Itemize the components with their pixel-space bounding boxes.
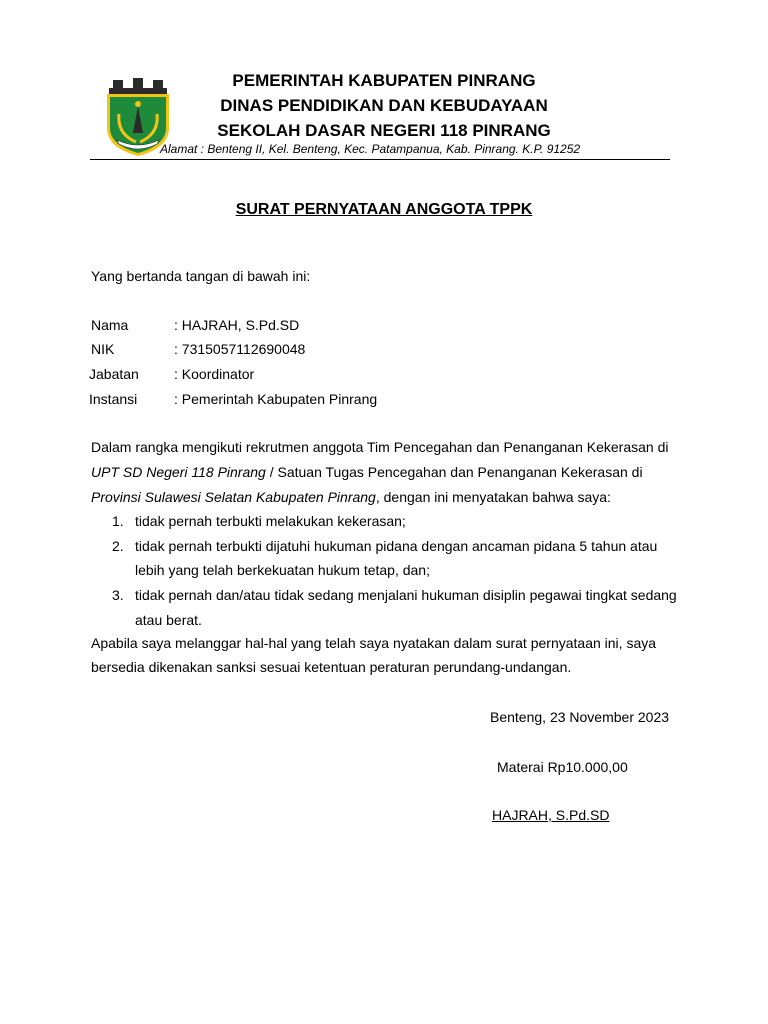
body-line-2-rest: / Satuan Tugas Pencegahan dan Penanganan Kekerasan di [265, 464, 643, 480]
item-2-line-2: lebih yang telah berkekuatan hukum tetap, dan; [135, 562, 430, 578]
item-number-2: 2. [112, 538, 124, 554]
identity-value-position: : Koordinator [174, 366, 255, 382]
signatory-name: HAJRAH, S.Pd.SD [492, 807, 610, 823]
body-line-2 [91, 464, 643, 480]
item-number-1: 1. [112, 513, 124, 529]
identity-value-name: : HAJRAH, S.Pd.SD [174, 317, 300, 333]
item-1-line-1: tidak pernah terbukti melakukan kekerasan; [135, 513, 406, 529]
body-line-3-rest: , dengan ini menyatakan bahwa saya: [375, 489, 611, 505]
school-name-italic: UPT SD Negeri 118 Pinrang [91, 464, 266, 480]
item-2-line-1: tidak pernah terbukti dijatuhi hukuman pidana dengan ancaman pidana 5 tahun atau [135, 538, 658, 554]
province-italic: Provinsi Sulawesi Selatan Kabupaten Pinrang [91, 489, 376, 505]
duty-stamp-label: Materai Rp10.000,00 [497, 759, 628, 775]
closing-line-2: bersedia dikenakan sanksi sesuai ketentuan peraturan perundang-undangan. [91, 659, 572, 675]
item-3-line-1: tidak pernah dan/atau tidak sedang menjalani hukuman disiplin pegawai tingkat sedang [135, 587, 677, 603]
intro-text: Yang bertanda tangan di bawah ini: [91, 268, 311, 284]
identity-label-nik: NIK [91, 341, 115, 357]
closing-line-1: Apabila saya melanggar hal-hal yang telah saya nyatakan dalam surat pernyataan ini, saya [91, 635, 657, 651]
identity-label-position: Jabatan [89, 366, 139, 382]
place-date: Benteng, 23 November 2023 [490, 709, 670, 725]
letterhead-divider [90, 159, 670, 160]
item-3-line-2: atau berat. [135, 612, 202, 628]
body-line-3 [91, 489, 611, 505]
letterhead-government: PEMERINTAH KABUPATEN PINRANG [232, 71, 536, 90]
identity-label-institution: Instansi [89, 391, 138, 407]
body-line-1: Dalam rangka mengikuti rekrutmen anggota Tim Pencegahan dan Penanganan Kekerasan di [91, 439, 669, 455]
item-number-3: 3. [112, 587, 124, 603]
identity-value-nik: : 7315057112690048 [174, 341, 306, 357]
document-title: SURAT PERNYATAAN ANGGOTA TPPK [235, 201, 533, 218]
identity-label-name: Nama [91, 317, 129, 333]
letterhead-address: Alamat : Benteng II, Kel. Benteng, Kec. Patampanua, Kab. Pinrang. K.P. 91252 [160, 142, 581, 156]
letterhead-school: SEKOLAH DASAR NEGERI 118 PINRANG [217, 121, 551, 140]
identity-value-institution: : Pemerintah Kabupaten Pinrang [174, 391, 378, 407]
letterhead-department: DINAS PENDIDIKAN DAN KEBUDAYAAN [220, 96, 548, 115]
